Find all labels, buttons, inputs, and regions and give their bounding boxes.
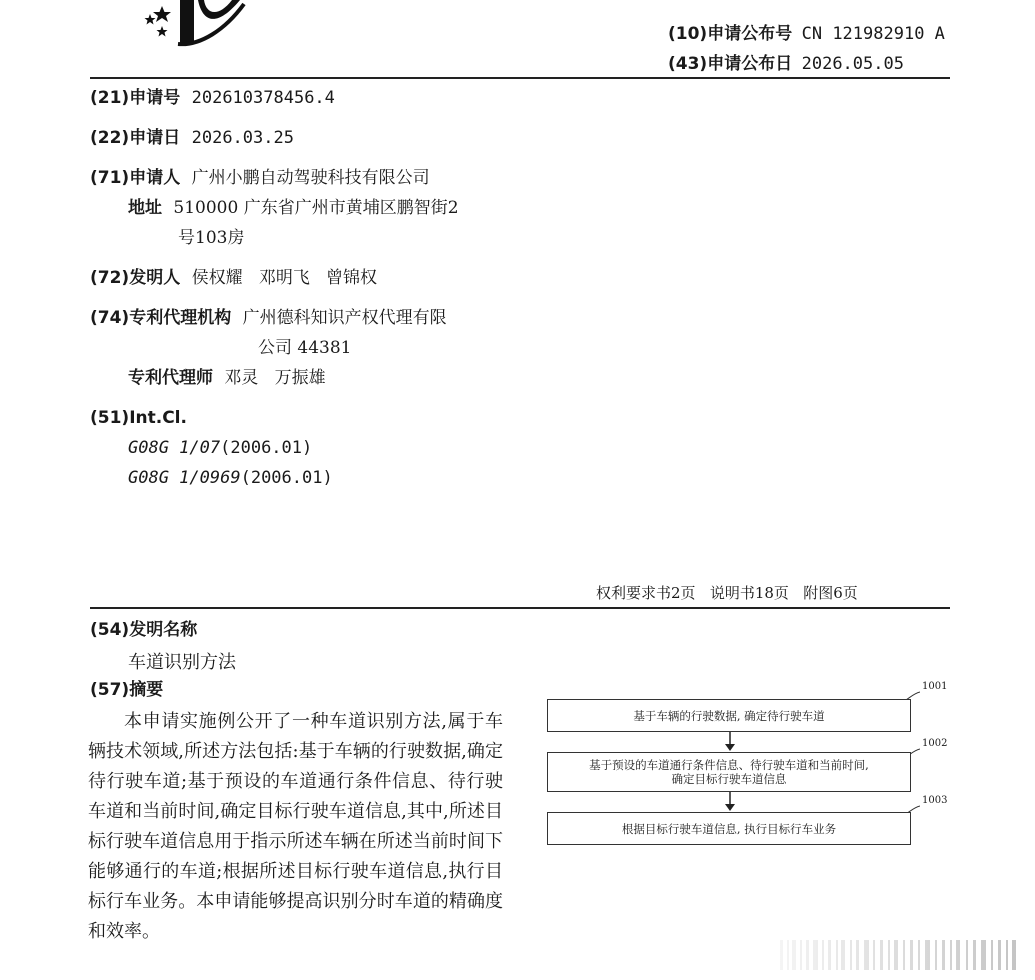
patent-agent-label: 专利代理师: [128, 368, 213, 388]
arrow-down-icon: [724, 792, 736, 812]
application-date: [90, 128, 294, 148]
application-date-label: (22)申请日: [90, 128, 181, 148]
abstract-paragraph: 本申请实施例公开了一种车道识别方法,属于车辆技术领域,所述方法包括:基于车辆的行驶数据,确定待行驶车道;基于预设的车道通行条件信息、待行驶车道和当前时间,确定目标行驶车道信息,其中,所述目标行驶车道信息用于指示所述车辆在所述当前时间下能够通行的车道;根据所述目标行驶车道信息,执行目标行车业务。本申请能够提高识别分时车道的精确度和效率。: [88, 711, 503, 942]
application-number-value: 202610378456.4: [191, 88, 335, 108]
ipc-version: (2006.01): [240, 468, 333, 488]
publication-date-label: (43)申请公布日: [668, 54, 793, 74]
step-text: 根据目标行驶车道信息, 执行目标行车业务: [621, 821, 837, 836]
application-number: [90, 88, 335, 108]
arrow-down-icon: [724, 732, 736, 752]
patent-agent-value: 邓灵 万振雄: [224, 368, 326, 388]
step-number: 1001: [922, 681, 948, 692]
invention-title-label: (54)发明名称: [90, 620, 198, 640]
patent-agency-line-1: 广州德科知识产权代理有限: [242, 308, 447, 328]
address-line-1: 510000 广东省广州市黄埔区鹏智街2: [173, 198, 459, 218]
inventors: [90, 268, 377, 288]
step-text: 基于车辆的行驶数据, 确定待行驶车道: [633, 708, 825, 723]
int-cl-label: (51)Int.Cl.: [90, 408, 187, 428]
abstract-label: (57)摘要: [90, 680, 164, 700]
step-number: 1003: [922, 795, 948, 806]
inventors-label: (72)发明人: [90, 268, 181, 288]
step-text-line-2: 确定目标行驶车道信息: [671, 772, 787, 786]
ipc-version: (2006.01): [220, 438, 313, 458]
flowchart-step-1: [547, 699, 911, 732]
ipc-class-2: [128, 468, 333, 488]
patent-agency-label: (74)专利代理机构: [90, 308, 232, 328]
page-counts: 权利要求书2页 说明书18页 附图6页: [596, 584, 858, 602]
barcode: [780, 940, 1030, 970]
inventors-value: 侯权耀 邓明飞 曾锦权: [191, 268, 378, 288]
ipc-code: G08G 1/0969: [128, 468, 241, 488]
abstract-text: [88, 707, 503, 947]
patent-agency: [90, 308, 447, 328]
flowchart-step-2: [547, 752, 911, 792]
patent-agent: [128, 368, 326, 388]
office-emblem: [140, 0, 250, 48]
applicant-label: (71)申请人: [90, 168, 181, 188]
patent-agency-line-2: 公司 44381: [258, 338, 352, 358]
invention-title: 车道识别方法: [128, 652, 236, 673]
applicant: [90, 168, 430, 188]
ipc-code: G08G 1/07: [128, 438, 221, 458]
publication-number-value: CN 121982910 A: [801, 24, 945, 44]
address: [128, 198, 459, 218]
address-line-2: 号103房: [178, 228, 245, 248]
publication-number: [668, 24, 945, 44]
address-label: 地址: [128, 198, 162, 218]
step-text: 基于预设的车道通行条件信息、待行驶车道和当前时间,: [589, 758, 869, 772]
flowchart-step-3: [547, 812, 911, 845]
header-divider: [90, 77, 950, 79]
publication-number-label: (10)申请公布号: [668, 24, 793, 44]
step-number: 1002: [922, 738, 948, 749]
application-number-label: (21)申请号: [90, 88, 181, 108]
application-date-value: 2026.03.25: [191, 128, 294, 148]
applicant-value: 广州小鹏自动驾驶科技有限公司: [191, 168, 430, 188]
publication-date: [668, 54, 904, 74]
body-divider: [90, 607, 950, 609]
ipc-class-1: [128, 438, 312, 458]
publication-date-value: 2026.05.05: [801, 54, 904, 74]
